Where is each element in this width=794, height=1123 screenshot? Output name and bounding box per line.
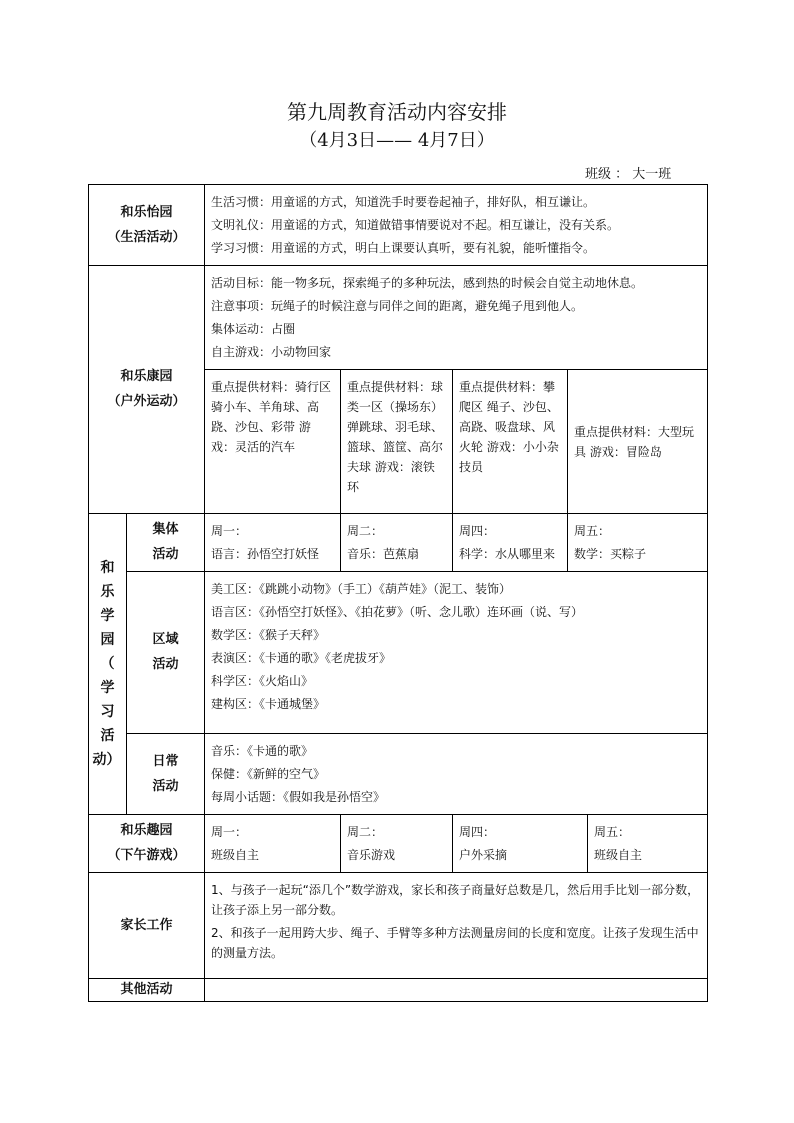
day-content: 班级自主: [211, 848, 260, 862]
daily-line: 音乐：《卡通的歌》: [211, 744, 314, 758]
parents-label: 家长工作: [89, 873, 205, 979]
material-cell: [568, 370, 708, 514]
day-label: 周一：: [211, 524, 248, 538]
day-label: 周二：: [347, 524, 384, 538]
study-label-char: 乐: [100, 584, 115, 600]
life-content: [205, 185, 708, 266]
area-line: 科学区：《火焰山》: [211, 674, 314, 688]
life-label-line: 和乐怡园: [120, 204, 173, 220]
day-content: 数学：买粽子: [574, 547, 647, 561]
study-label-char: （: [100, 656, 115, 672]
outdoor-line: 活动目标：能一物多玩，探索绳子的多种玩法，感到热的时候会自觉主动地休息。: [211, 276, 644, 290]
study-group-row: [89, 514, 708, 572]
date-range: （4月3日—— 4月7日）: [299, 130, 495, 151]
outdoor-label: [89, 266, 205, 514]
class-label: 班级 ： 大一班: [585, 167, 672, 182]
day-label: 周二：: [347, 825, 384, 839]
life-label-line: （生活活动）: [107, 229, 186, 245]
day-label: 周一：: [211, 825, 248, 839]
daily-label: [127, 734, 205, 815]
parents-item: 1、与孩子一起玩“添几个”数学游戏，家长和孩子商量好总数是几，然后用手比划一部分数，让孩子添上另一部分数。: [211, 883, 700, 917]
day-label: 周四：: [459, 524, 496, 538]
study-label-char: 学: [100, 680, 115, 696]
outdoor-line: 自主游戏：小动物回家: [211, 345, 332, 359]
page-title: 第九周教育活动内容安排: [287, 100, 507, 124]
study-label-char: 活: [100, 728, 115, 744]
daily-line: 每周小话题：《假如我是孙悟空》: [211, 790, 386, 804]
group-label: [127, 514, 205, 572]
other-label: 其他活动: [89, 979, 205, 1002]
parents-row: [89, 873, 708, 979]
material-text: 重点提供材料：攀爬区 绳子、沙包、高跷、吸盘球、风火轮 游戏：小小杂技员: [459, 380, 559, 474]
life-row: [89, 185, 708, 266]
afternoon-day-cell: [453, 815, 588, 873]
other-row: [89, 979, 708, 1002]
daily-line: 保健：《新鲜的空气》: [211, 767, 326, 781]
area-line: 美工区：《跳跳小动物》（手工）《葫芦娃》（泥工、装饰）: [211, 582, 512, 596]
schedule-table: [88, 184, 708, 1002]
material-text: 重点提供材料：大型玩具 游戏：冒险岛: [574, 424, 695, 459]
afternoon-label-line: 和乐趣园: [120, 823, 173, 838]
day-content: 班级自主: [594, 848, 643, 862]
study-area-row: [89, 572, 708, 734]
group-day-cell: [568, 514, 708, 572]
study-label-char: 和: [100, 560, 115, 576]
afternoon-day-cell: [588, 815, 708, 873]
study-label: [89, 514, 127, 815]
area-label-line: 区域: [152, 632, 179, 647]
afternoon-row: [89, 815, 708, 873]
outdoor-label-line: 和乐康园: [120, 369, 173, 384]
area-line: 数学区：《猴子天秤》: [211, 628, 326, 642]
life-line: 文明礼仪：用童谣的方式，知道做错事情要说对不起。相互谦让，没有关系。: [211, 218, 620, 232]
day-label: 周四：: [459, 825, 496, 839]
parents-item: 2、和孩子一起用跨大步、绳子、手臂等多种方法测量房间的长度和宽度。让孩子发现生活中的测量方法。: [211, 926, 699, 960]
day-label: 周五：: [574, 524, 611, 538]
day-content: 语言：孙悟空打妖怪: [211, 547, 320, 561]
afternoon-day-cell: [205, 815, 341, 873]
daily-label-line: 日常: [152, 753, 179, 769]
group-day-cell: [341, 514, 453, 572]
group-label-line: 活动: [152, 547, 179, 562]
outdoor-line: 集体运动：占圈: [211, 322, 296, 336]
life-line: 学习习惯：用童谣的方式，明白上课要认真听，要有礼貌，能听懂指令。: [211, 241, 596, 255]
parents-content: [205, 873, 708, 979]
material-cell: [453, 370, 568, 514]
outdoor-line: 注意事项：玩绳子的时候注意与同伴之间的距离，避免绳子甩到他人。: [211, 299, 584, 313]
outdoor-content: [205, 266, 708, 370]
area-line: 表演区：《卡通的歌》《老虎拔牙》: [211, 651, 392, 665]
group-label-line: 集体: [152, 522, 179, 537]
day-content: 音乐：芭蕉扇: [347, 547, 420, 561]
group-day-cell: [453, 514, 568, 572]
afternoon-label-line: （下午游戏）: [107, 848, 186, 863]
area-line: 建构区：《卡通城堡》: [211, 697, 326, 711]
day-content: 音乐游戏: [347, 848, 396, 862]
area-label-line: 活动: [152, 657, 179, 672]
material-cell: [205, 370, 341, 514]
daily-label-line: 活动: [152, 778, 179, 794]
material-cell: [341, 370, 453, 514]
day-label: 周五：: [594, 825, 631, 839]
area-line: 语言区：《孙悟空打妖怪》、《拍花萝》（听、念儿歌）连环画（说、写）: [211, 605, 584, 619]
other-content: [205, 979, 708, 1002]
area-label: [127, 572, 205, 734]
daily-content: [205, 734, 708, 815]
day-content: 户外采摘: [459, 848, 508, 862]
outdoor-label-line: （户外运动）: [107, 394, 186, 409]
material-text: 重点提供材料：球类一区（操场东）弹跳球、羽毛球、篮球、篮筐、高尔夫球 游戏：滚铁环: [347, 380, 444, 494]
study-label-char: 习: [100, 704, 115, 720]
life-line: 生活习惯：用童谣的方式，知道洗手时要卷起袖子，排好队，相互谦让。: [211, 195, 596, 209]
study-daily-row: [89, 734, 708, 815]
study-label-char: 学: [100, 608, 115, 624]
study-label-char: 园: [100, 632, 115, 648]
afternoon-day-cell: [341, 815, 453, 873]
afternoon-label: [89, 815, 205, 873]
life-label: [89, 185, 205, 266]
day-content: 科学：水从哪里来: [459, 547, 556, 561]
area-content: [205, 572, 708, 734]
group-day-cell: [205, 514, 341, 572]
outdoor-row: [89, 266, 708, 370]
material-text: 重点提供材料：骑行区 骑小车、羊角球、高跷、沙包、彩带 游戏：灵活的汽车: [211, 380, 332, 454]
study-label-char: 动）: [92, 752, 121, 768]
